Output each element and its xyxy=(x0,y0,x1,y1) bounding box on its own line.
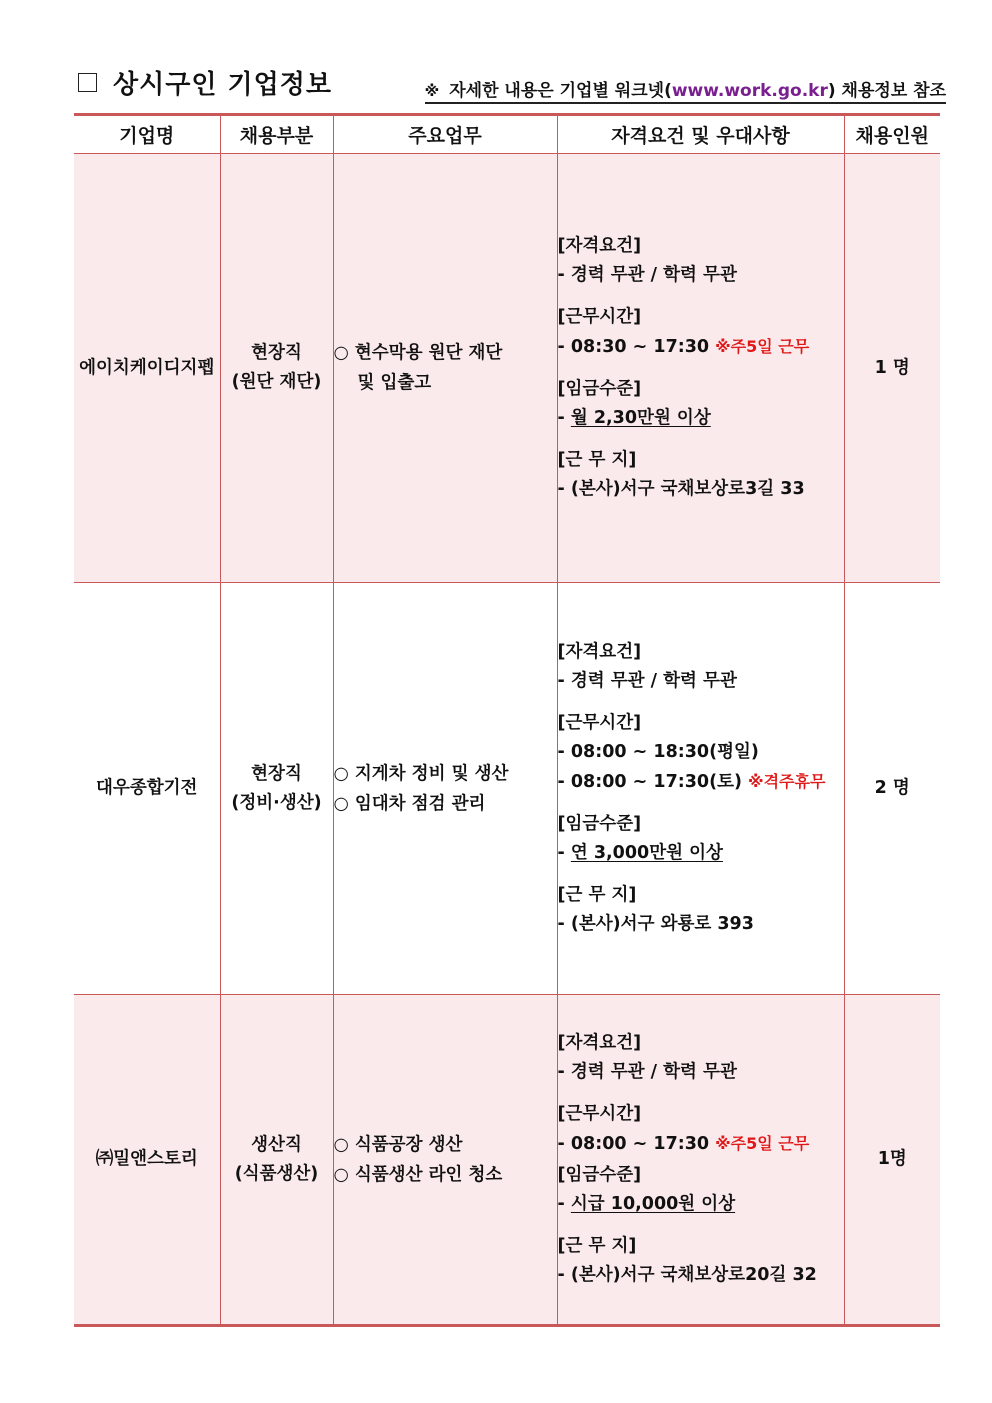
company-name: 대우종합기전 xyxy=(74,583,220,995)
wage-label: [임금수준] xyxy=(557,379,642,399)
qualification-group xyxy=(558,638,844,696)
page-title xyxy=(78,64,332,101)
page-title-text: 상시구인 기업정보 xyxy=(113,70,332,100)
hours-label: [근무시간] xyxy=(557,713,642,733)
duty-item: ○ 지게차 정비 및 생산 xyxy=(333,763,509,784)
table-header-row xyxy=(74,115,940,154)
hours-value: - 08:00 ~ 17:30(토) xyxy=(557,772,743,792)
hours-note: ※주5일 근무 xyxy=(715,1134,810,1153)
wage-value: 시급 10,000원 이상 xyxy=(570,1194,736,1214)
position-detail: (원단 재단) xyxy=(231,372,322,392)
reference-note xyxy=(425,76,946,104)
location-label: [근 무 지] xyxy=(557,885,637,905)
qualification-label: [자격요건] xyxy=(557,236,642,256)
requirements-cell xyxy=(557,995,844,1326)
location-group xyxy=(558,881,844,939)
table-row xyxy=(74,995,940,1326)
hours-value: - 08:00 ~ 18:30(평일) xyxy=(557,742,759,762)
job-listing-table xyxy=(74,113,940,1327)
location-group xyxy=(558,446,844,504)
qualification-group xyxy=(558,232,844,290)
position-type: 생산직 xyxy=(251,1134,302,1155)
qualification-value: - 경력 무관 / 학력 무관 xyxy=(557,265,737,285)
position-type: 현장직 xyxy=(251,763,302,784)
duties-cell xyxy=(333,154,557,583)
wage-label: [임금수준] xyxy=(557,1165,642,1185)
position-detail: (식품생산) xyxy=(234,1163,319,1184)
qualification-label: [자격요건] xyxy=(557,1033,642,1053)
duty-item: 및 입출고 xyxy=(357,373,432,393)
location-value: - (본사)서구 와룡로 393 xyxy=(557,914,754,934)
location-value: - (본사)서구 국채보상로3길 33 xyxy=(557,479,805,499)
page-header xyxy=(78,62,946,102)
hours-label: [근무시간] xyxy=(557,1104,642,1124)
note-prefix: 자세한 내용은 기업별 워크넷( xyxy=(449,81,672,101)
column-header-headcount: 채용인원 xyxy=(844,115,940,154)
duty-item: ○ 임대차 점검 관리 xyxy=(333,793,486,814)
wage-value: 월 2,30만원 이상 xyxy=(570,408,711,428)
column-header-company: 기업명 xyxy=(74,115,220,154)
hours-value: - 08:00 ~ 17:30 xyxy=(557,1134,710,1154)
qualification-value: - 경력 무관 / 학력 무관 xyxy=(557,671,737,691)
hours-note: ※격주휴무 xyxy=(748,772,826,791)
wage-prefix: - xyxy=(557,1194,571,1214)
duties-cell xyxy=(333,583,557,995)
requirements-cell xyxy=(557,583,844,995)
wage-group xyxy=(558,810,844,868)
note-suffix: ) 채용정보 참조 xyxy=(827,81,946,101)
hours-group xyxy=(558,709,844,797)
duty-item: ○ 식품생산 라인 청소 xyxy=(333,1164,503,1185)
headcount: 2 명 xyxy=(844,583,940,995)
table-row xyxy=(74,583,940,995)
hours-group xyxy=(558,1100,844,1159)
wage-prefix: - xyxy=(557,843,571,863)
position-detail: (정비·생산) xyxy=(231,792,322,813)
headcount: 1 명 xyxy=(844,154,940,583)
location-label: [근 무 지] xyxy=(557,1236,637,1256)
wage-prefix: - xyxy=(557,408,571,428)
location-label: [근 무 지] xyxy=(557,450,637,470)
headcount: 1명 xyxy=(844,995,940,1326)
column-header-requirements: 자격요건 및 우대사항 xyxy=(557,115,844,154)
position-cell xyxy=(220,995,333,1326)
column-header-duties: 주요업무 xyxy=(333,115,557,154)
hours-group xyxy=(558,303,844,362)
qualification-label: [자격요건] xyxy=(557,642,642,662)
duty-item: ○ 식품공장 생산 xyxy=(333,1134,463,1155)
qualification-value: - 경력 무관 / 학력 무관 xyxy=(557,1062,737,1082)
wage-group xyxy=(558,375,844,433)
company-name: 에이치케이디지펩 xyxy=(74,154,220,583)
company-name: ㈜밀앤스토리 xyxy=(74,995,220,1326)
column-header-position: 채용부분 xyxy=(220,115,333,154)
hours-note: ※주5일 근무 xyxy=(715,337,810,356)
requirements-cell xyxy=(557,154,844,583)
qualification-group xyxy=(558,1029,844,1087)
duty-item: ○ 현수막용 원단 재단 xyxy=(333,343,503,363)
position-cell xyxy=(220,154,333,583)
worknet-link[interactable]: www.work.go.kr xyxy=(671,81,828,101)
hours-value: - 08:30 ~ 17:30 xyxy=(557,337,710,357)
position-cell xyxy=(220,583,333,995)
wage-group xyxy=(558,1161,844,1219)
location-value: - (본사)서구 국채보상로20길 32 xyxy=(557,1265,817,1285)
duties-cell xyxy=(333,995,557,1326)
reference-mark-icon: ※ xyxy=(424,82,440,100)
checkbox-square-icon xyxy=(78,73,97,92)
position-type: 현장직 xyxy=(251,343,302,363)
location-group xyxy=(558,1232,844,1290)
wage-label: [임금수준] xyxy=(557,814,642,834)
hours-label: [근무시간] xyxy=(557,307,642,327)
wage-value: 연 3,000만원 이상 xyxy=(570,843,723,863)
table-row xyxy=(74,154,940,583)
